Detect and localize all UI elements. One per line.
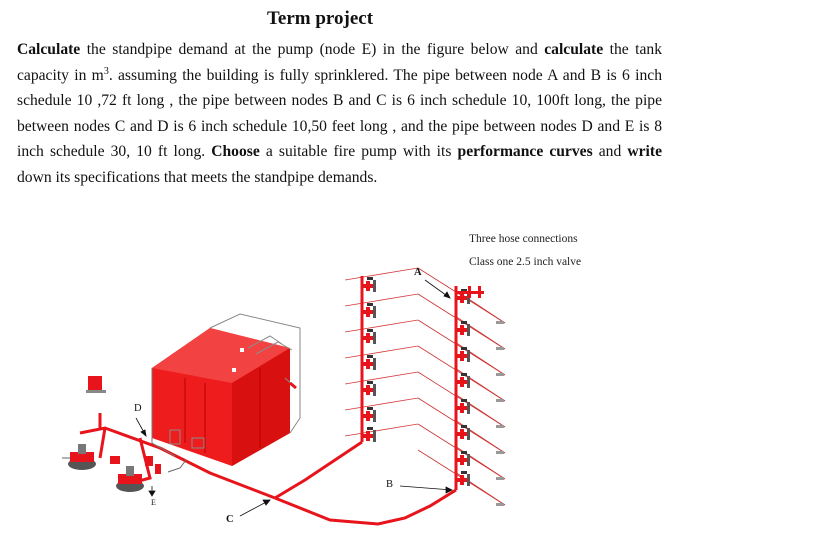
bold-choose: Choose — [211, 143, 260, 161]
outlet-marks — [496, 321, 504, 506]
water-tank — [152, 314, 300, 466]
node-label-b: B — [386, 479, 394, 490]
bold-calculate-2: calculate — [544, 41, 604, 58]
page-title: Term project — [266, 8, 374, 29]
text-run-9: and — [592, 143, 628, 161]
floor-lines-left — [345, 268, 418, 436]
node-label-a: A — [414, 267, 422, 278]
bold-calculate-1: Calculate — [17, 41, 81, 58]
node-label-e: E — [151, 498, 156, 507]
bold-write: write — [627, 143, 663, 161]
superscript-3: 3 — [103, 65, 109, 77]
standpipe-diagram — [0, 228, 819, 543]
text-run-4: the tank capacity in m — [17, 41, 663, 84]
node-label-c: C — [226, 514, 234, 525]
label-hose-connections: Three hose connections — [469, 233, 578, 245]
standpipe-figure — [0, 228, 819, 543]
text-run-5: . assuming the building is fully sprinklered. The pipe between node A and B is 6 inch schedule 10 ,72 ft long , the pipe between nodes B and C is 6 inch schedule 10, 100ft long, the pipe between nodes C and D is 6 inch schedule 10,50 feet long , and the pipe between nodes D and E is 8 inch schedule 30, 10 ft long. — [17, 66, 662, 161]
text-run-11: down its specifications that meets the standpipe demands. — [17, 168, 378, 186]
control-panel — [88, 376, 102, 392]
text-run-2: the standpipe demand at the pump (node E) in the figure below and — [80, 41, 545, 58]
fire-pump-1 — [68, 444, 96, 470]
jockey-pump — [110, 456, 161, 474]
label-class-one-valve: Class one 2.5 inch valve — [469, 256, 582, 268]
fire-pump-2 — [116, 466, 144, 492]
bold-performance-curves: performance curves — [457, 143, 593, 161]
node-label-d: D — [134, 403, 142, 414]
text-run-7: a suitable fire pump with its — [259, 143, 458, 161]
problem-statement — [17, 37, 662, 191]
